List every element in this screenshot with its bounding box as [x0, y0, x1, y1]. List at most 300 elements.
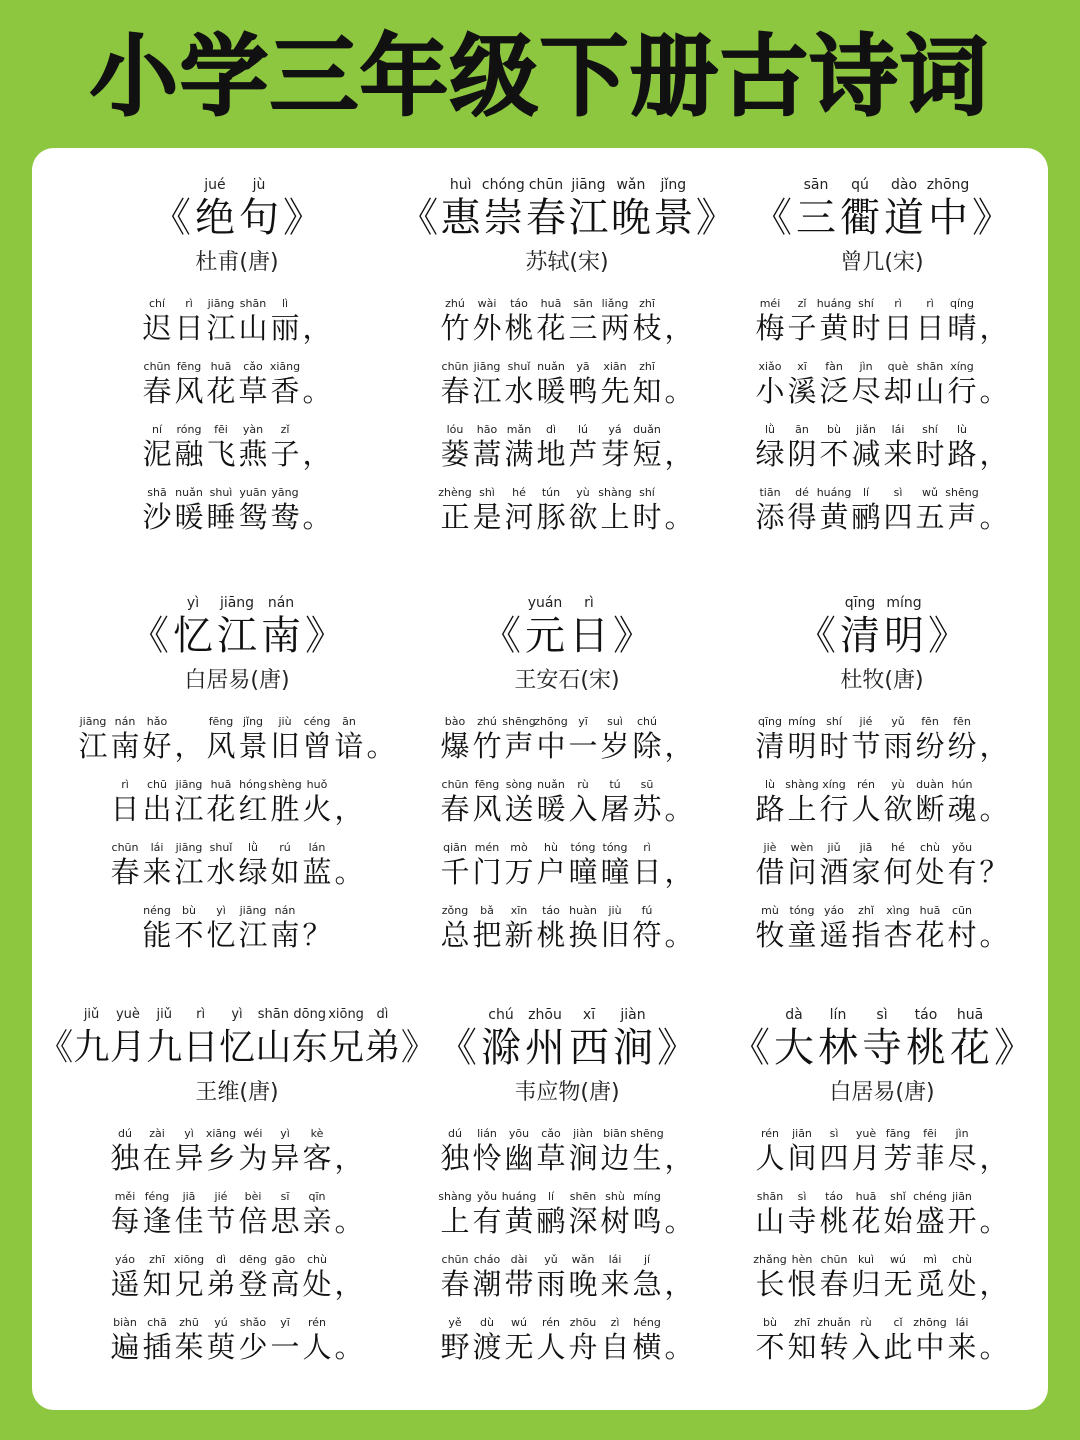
pinyin: dù	[480, 1316, 494, 1329]
ruby-char	[631, 903, 663, 952]
hanzi: 蒿	[472, 437, 502, 471]
pinyin: chù	[307, 1253, 327, 1266]
hanzi: 欲	[883, 792, 913, 826]
pinyin: dài	[510, 1253, 528, 1266]
ruby-char	[503, 422, 535, 471]
hanzi: 路	[947, 437, 977, 471]
hanzi: 断	[915, 792, 945, 826]
pinyin: wú	[511, 1316, 527, 1329]
ruby-char	[237, 296, 269, 345]
pinyin: gāo	[274, 1253, 296, 1266]
pinyin: nán	[114, 715, 136, 728]
hanzi: 日	[883, 311, 913, 345]
ruby-char	[503, 1252, 535, 1301]
hanzi: ，	[664, 437, 694, 471]
hanzi: 日	[174, 311, 204, 345]
hanzi: 元	[525, 613, 565, 659]
poem-author: 杜甫(唐)	[195, 250, 279, 275]
hanzi: 声	[947, 500, 977, 534]
ruby-char	[631, 1252, 663, 1301]
pinyin: dú	[118, 1127, 132, 1140]
hanzi: 尽	[851, 374, 881, 408]
ruby-char	[269, 840, 301, 889]
poem-verses	[712, 296, 1052, 534]
pinyin: duǎn	[633, 423, 661, 436]
pinyin: wú	[890, 1253, 906, 1266]
ruby-char	[301, 422, 333, 471]
ruby-char	[269, 359, 301, 408]
ruby-char	[914, 777, 946, 826]
poem-line	[397, 1315, 737, 1364]
ruby-char	[567, 1315, 599, 1364]
poem-title	[712, 176, 1052, 242]
hanzi: 子	[787, 311, 817, 345]
poem-author: 曾几(宋)	[840, 250, 924, 275]
hanzi: 为	[238, 1141, 268, 1175]
hanzi: 。	[334, 1204, 364, 1238]
hanzi: 三	[568, 311, 598, 345]
pinyin: jué	[204, 177, 226, 193]
hanzi: 换	[568, 918, 598, 952]
hanzi: 晚	[568, 1267, 598, 1301]
pinyin: mì	[923, 1253, 937, 1266]
ruby-char	[754, 296, 786, 345]
pinyin: fāng	[885, 1127, 911, 1140]
pinyin: qiān	[443, 841, 467, 854]
pinyin: qīng	[844, 595, 876, 611]
pinyin: rì	[121, 778, 129, 791]
pinyin: lǜ	[764, 423, 776, 436]
ruby-char	[914, 1315, 946, 1364]
poem-line	[67, 903, 407, 952]
poem-verses	[67, 714, 407, 952]
hanzi: 怜	[472, 1141, 502, 1175]
pinyin: néng	[143, 904, 171, 917]
ruby-char	[631, 840, 663, 889]
hanzi: ，	[979, 311, 1009, 345]
pinyin: zì	[610, 1316, 620, 1329]
ruby-char	[663, 359, 695, 408]
pinyin: xiōng	[173, 1253, 205, 1266]
ruby-char	[364, 1006, 400, 1072]
ruby-char	[141, 1126, 173, 1175]
hanzi: 暖	[536, 374, 566, 408]
hanzi: 江	[568, 195, 609, 241]
pinyin: fēi	[923, 1127, 937, 1140]
hanzi: 江	[174, 792, 204, 826]
hanzi: 雨	[883, 729, 913, 763]
ruby-char	[567, 1126, 599, 1175]
ruby-char	[970, 176, 1014, 242]
pinyin: ān	[795, 423, 809, 436]
hanzi: 入	[568, 792, 598, 826]
ruby-char	[567, 594, 611, 660]
hanzi: 间	[787, 1141, 817, 1175]
pinyin: shā	[147, 486, 167, 499]
hanzi: 节	[851, 729, 881, 763]
ruby-char	[471, 777, 503, 826]
pinyin: liǎng	[601, 297, 629, 310]
pinyin: jù	[252, 177, 266, 193]
hanzi: 幽	[504, 1141, 534, 1175]
pinyin: jìn	[955, 1127, 969, 1140]
pinyin: jiù	[608, 904, 622, 917]
ruby-char	[535, 1126, 567, 1175]
ruby-char	[205, 840, 237, 889]
pinyin: rì	[926, 297, 934, 310]
pinyin: zhī	[794, 1316, 810, 1329]
hanzi: 。	[664, 500, 694, 534]
ruby-char	[535, 422, 567, 471]
pinyin: hèn	[791, 1253, 813, 1266]
pinyin: shuì	[209, 486, 233, 499]
hanzi: 路	[755, 792, 785, 826]
ruby-char	[599, 903, 631, 952]
ruby-char	[37, 1006, 73, 1072]
pinyin: yī	[280, 1316, 290, 1329]
ruby-char	[439, 1126, 471, 1175]
ruby-char	[631, 485, 663, 534]
ruby-char	[173, 422, 205, 471]
hanzi: 弟	[364, 1027, 401, 1068]
hanzi: 佳	[174, 1204, 204, 1238]
pinyin: xīn	[510, 904, 528, 917]
hanzi: 欲	[568, 500, 598, 534]
ruby-char	[978, 359, 1010, 408]
ruby-char	[946, 296, 978, 345]
hanzi: 。	[334, 1330, 364, 1364]
ruby-char	[838, 594, 882, 660]
ruby-char	[205, 296, 237, 345]
ruby-char	[215, 594, 259, 660]
ruby-char	[610, 176, 652, 242]
hanzi: 景	[653, 195, 694, 241]
pinyin: hé	[512, 486, 526, 499]
ruby-char	[946, 1189, 978, 1238]
pinyin: lái	[891, 423, 905, 436]
ruby-char	[631, 1315, 663, 1364]
hanzi: 林	[818, 1025, 858, 1071]
hanzi: 景	[238, 729, 268, 763]
hanzi: 水	[504, 374, 534, 408]
ruby-char	[850, 485, 882, 534]
ruby-char	[882, 359, 914, 408]
ruby-char	[471, 1315, 503, 1364]
hanzi: 野	[440, 1330, 470, 1364]
hanzi: 花	[206, 792, 236, 826]
hanzi: 时	[851, 311, 881, 345]
ruby-char	[599, 840, 631, 889]
hanzi: 梅	[755, 311, 785, 345]
hanzi: 两	[600, 311, 630, 345]
poem-verses	[397, 296, 737, 534]
pinyin: jiāng	[79, 715, 107, 728]
ruby-char	[269, 1315, 301, 1364]
poem-line	[67, 777, 407, 826]
hanzi: 四	[883, 500, 913, 534]
ruby-char	[882, 714, 914, 763]
ruby-char	[818, 777, 850, 826]
ruby-char	[269, 422, 301, 471]
hanzi: 爆	[440, 729, 470, 763]
ruby-char	[567, 1252, 599, 1301]
hanzi: 开	[947, 1204, 977, 1238]
hanzi: 无	[504, 1330, 534, 1364]
pinyin: xiān	[603, 360, 627, 373]
ruby-char	[567, 840, 599, 889]
pinyin: wǔ	[922, 486, 938, 499]
pinyin: róng	[176, 423, 202, 436]
hanzi: 不	[819, 437, 849, 471]
pinyin: mù	[761, 904, 779, 917]
ruby-char	[303, 594, 347, 660]
ruby-char	[503, 1189, 535, 1238]
ruby-char	[301, 1252, 333, 1301]
ruby-char	[978, 1315, 1010, 1364]
pinyin: cháo	[473, 1253, 501, 1266]
ruby-char	[193, 176, 237, 242]
ruby-char	[599, 777, 631, 826]
hanzi: 上	[787, 792, 817, 826]
hanzi: 《	[481, 613, 521, 659]
ruby-char	[219, 1006, 255, 1072]
ruby-char	[567, 176, 609, 242]
hanzi: 问	[787, 855, 817, 889]
pinyin: rì	[196, 1007, 206, 1022]
ruby-char	[818, 1315, 850, 1364]
pinyin: jiā	[182, 1190, 196, 1203]
pinyin: bǎ	[480, 904, 494, 917]
ruby-char	[631, 1189, 663, 1238]
pinyin: yuān	[239, 486, 267, 499]
hanzi: 兄	[328, 1027, 365, 1068]
pinyin: yì	[231, 1007, 243, 1022]
ruby-char	[439, 1252, 471, 1301]
pinyin: shān	[916, 360, 944, 373]
ruby-char	[754, 359, 786, 408]
hanzi: 清	[755, 729, 785, 763]
hanzi: ，	[334, 1267, 364, 1301]
hanzi: 鸳	[238, 500, 268, 534]
ruby-char	[269, 1189, 301, 1238]
ruby-char	[611, 594, 655, 660]
hanzi: 九	[73, 1027, 110, 1068]
pinyin: fēng	[208, 715, 234, 728]
hanzi: 曈	[568, 855, 598, 889]
hanzi: ？	[302, 918, 332, 952]
hanzi: 遥	[819, 918, 849, 952]
pinyin: jiāng	[207, 297, 235, 310]
poem-line	[397, 359, 737, 408]
hanzi: 高	[270, 1267, 300, 1301]
hanzi: 》	[972, 195, 1012, 241]
hanzi: 》	[400, 1027, 437, 1068]
hanzi: 雨	[536, 1267, 566, 1301]
ruby-char	[479, 1006, 523, 1072]
hanzi: 泥	[142, 437, 172, 471]
ruby-char	[173, 840, 205, 889]
ruby-char	[301, 840, 333, 889]
pinyin: suì	[607, 715, 623, 728]
hanzi: 来	[600, 1267, 630, 1301]
pinyin: huáng	[816, 486, 852, 499]
ruby-char	[503, 359, 535, 408]
ruby-char	[482, 176, 525, 242]
ruby-char	[946, 714, 978, 763]
hanzi: 添	[755, 500, 785, 534]
pinyin: lóu	[446, 423, 464, 436]
poem-line	[37, 1189, 437, 1238]
ruby-char	[439, 422, 471, 471]
hanzi: 时	[632, 500, 662, 534]
hanzi: 崇	[483, 195, 524, 241]
hanzi: 黄	[819, 500, 849, 534]
pinyin: xiāng	[269, 360, 301, 373]
pinyin: lán	[308, 841, 326, 854]
hanzi: 明	[884, 613, 924, 659]
pinyin: shēng	[630, 1127, 664, 1140]
ruby-char	[269, 296, 301, 345]
hanzi: 黄	[504, 1204, 534, 1238]
hanzi: 指	[851, 918, 881, 952]
ruby-char	[259, 594, 303, 660]
poem-block	[397, 176, 737, 534]
pinyin: rì	[185, 297, 193, 310]
pinyin: rén	[856, 778, 876, 791]
hanzi: 滁	[481, 1025, 521, 1071]
hanzi: ，	[979, 729, 1009, 763]
pinyin: lù	[956, 423, 968, 436]
ruby-char	[818, 1252, 850, 1301]
ruby-char	[109, 840, 141, 889]
ruby-char	[818, 1189, 850, 1238]
hanzi: 独	[110, 1141, 140, 1175]
pinyin: lí	[862, 486, 870, 499]
ruby-char	[631, 1126, 663, 1175]
ruby-char	[173, 714, 205, 763]
hanzi: 道	[884, 195, 924, 241]
hanzi: 中	[928, 195, 968, 241]
ruby-char	[946, 1252, 978, 1301]
pinyin: yǒu	[951, 841, 973, 854]
ruby-char	[978, 296, 1010, 345]
hanzi: 外	[472, 311, 502, 345]
ruby-char	[850, 714, 882, 763]
hanzi: 人	[755, 1141, 785, 1175]
pinyin: sì	[797, 1190, 807, 1203]
hanzi: 惠	[440, 195, 481, 241]
hanzi: 能	[142, 918, 172, 952]
ruby-char	[439, 1189, 471, 1238]
pinyin: jí	[643, 1253, 651, 1266]
ruby-char	[663, 777, 695, 826]
ruby-char	[992, 1006, 1036, 1072]
ruby-char	[567, 296, 599, 345]
pinyin: jiǔ	[827, 841, 841, 854]
poem-line	[712, 422, 1052, 471]
hanzi: 寺	[862, 1025, 902, 1071]
ruby-char	[978, 777, 1010, 826]
pinyin: huā	[210, 778, 232, 791]
ruby-char	[850, 1252, 882, 1301]
hanzi: 豚	[536, 500, 566, 534]
poem-line	[397, 840, 737, 889]
pinyin: yì	[184, 1127, 194, 1140]
hanzi: 明	[787, 729, 817, 763]
ruby-char	[73, 1006, 109, 1072]
hanzi: 花	[915, 918, 945, 952]
hanzi: 州	[525, 1025, 565, 1071]
hanzi: 竹	[440, 311, 470, 345]
hanzi: 好	[142, 729, 172, 763]
pinyin: zhú	[445, 297, 465, 310]
pinyin: zhī	[149, 1253, 165, 1266]
ruby-char	[471, 903, 503, 952]
pinyin: zhī	[639, 297, 655, 310]
ruby-char	[333, 1252, 365, 1301]
hanzi: 逢	[142, 1204, 172, 1238]
pinyin: hāo	[476, 423, 498, 436]
ruby-char	[301, 714, 333, 763]
poem-title	[712, 594, 1052, 660]
pinyin: jiāng	[571, 177, 606, 193]
poem-block	[712, 1006, 1052, 1364]
ruby-char	[882, 1189, 914, 1238]
ruby-char	[301, 903, 333, 952]
hanzi: 鹂	[536, 1204, 566, 1238]
poem-line	[397, 1189, 737, 1238]
hanzi: 。	[664, 792, 694, 826]
poem-verses	[397, 714, 737, 952]
hanzi: 魂	[947, 792, 977, 826]
hanzi: 酒	[819, 855, 849, 889]
poem-verses	[37, 1126, 437, 1364]
hanzi: 中	[915, 1330, 945, 1364]
hanzi: 绿	[238, 855, 268, 889]
hanzi: 如	[270, 855, 300, 889]
pinyin: shàng	[598, 486, 632, 499]
poem-line	[712, 1126, 1052, 1175]
ruby-char	[237, 176, 281, 242]
pinyin: hǎo	[146, 715, 168, 728]
hanzi: 声	[504, 729, 534, 763]
hanzi: 。	[979, 1330, 1009, 1364]
ruby-char	[109, 1252, 141, 1301]
ruby-char	[479, 594, 523, 660]
ruby-char	[946, 840, 978, 889]
ruby-char	[173, 1126, 205, 1175]
pinyin: rù	[860, 1316, 872, 1329]
ruby-char	[237, 903, 269, 952]
hanzi: 忆	[173, 613, 213, 659]
pinyin: cǎo	[243, 360, 263, 373]
pinyin: yù	[891, 778, 905, 791]
ruby-char	[397, 176, 439, 242]
pinyin: fēn	[953, 715, 971, 728]
hanzi: 山	[238, 311, 268, 345]
hanzi: 处	[947, 1267, 977, 1301]
hanzi: 句	[239, 195, 279, 241]
pinyin: tú	[609, 778, 621, 791]
hanzi: 《	[752, 195, 792, 241]
pinyin: yāng	[271, 486, 299, 499]
pinyin: què	[887, 360, 909, 373]
pinyin: qīng	[758, 715, 782, 728]
pinyin: xiǎo	[758, 360, 782, 373]
hanzi: 睡	[206, 500, 236, 534]
ruby-char	[978, 714, 1010, 763]
hanzi: 一	[568, 729, 598, 763]
